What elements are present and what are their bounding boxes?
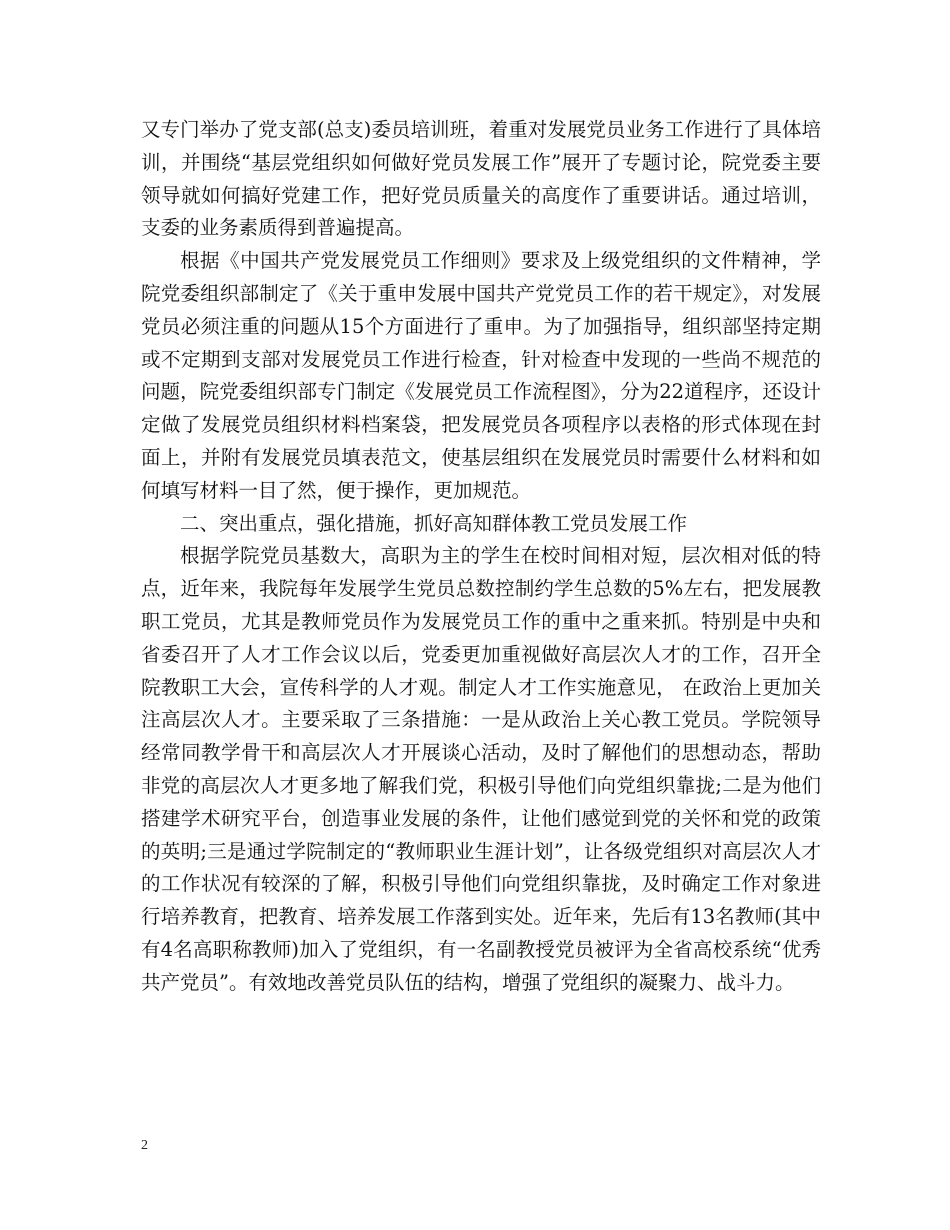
- paragraph-1: 又专门举办了党支部(总支)委员培训班，着重对发展党员业务工作进行了具体培训，并围绕“基层党组织如何做好党员发展工作”展开了专题讨论，院党委主要领导就如何搞好党建工作，把好党员质量关的高度作了重要讲话。通过培训，支委的业务素质得到普遍提高。: [141, 118, 821, 240]
- section-heading: 二、突出重点，强化措施，抓好高知群体教工党员发展工作: [180, 511, 688, 535]
- document-body: [141, 114, 821, 1000]
- paragraph-3: 根据学院党员基数大，高职为主的学生在校时间相对短，层次相对低的特点，近年来，我院每年发展学生党员总数控制约学生总数的5%左右，把发展教职工党员，尤其是教师党员作为发展党员工作的重中之重来抓。特别是中央和省委召开了人才工作会议以后，党委更加重视做好高层次人才的工作，召开全院教职工大会，宣传科学的人才观。制定人才工作实施意见， 在政治上更加关注高层次人才。主要采取了三条措施：一是从政治上关心教工党员。学院领导经常同教学骨干和高层次人才开展谈心活动，及时了解他们的思想动态，帮助非党的高层次人才更多地了解我们党，积极引导他们向党组织靠拢;二是为他们搭建学术研究平台，创造事业发展的条件，让他们感觉到党的关怀和党的政策的英明;三是通过学院制定的“教师职业生涯计划”，让各级党组织对高层次人才的工作状况有较深的了解，积极引导他们向党组织靠拢，及时确定工作对象进行培养教育，把教育、培养发展工作落到实处。近年来，先后有13名教师(其中有4名高职称教师)加入了党组织，有一名副教授党员被评为全省高校系统“优秀共产党员”。有效地改善党员队伍的结构，增强了党组织的凝聚力、战斗力。: [141, 544, 821, 994]
- page-number: 2: [141, 1138, 148, 1153]
- paragraph-2: 根据《中国共产党发展党员工作细则》要求及上级党组织的文件精神，学院党委组织部制定了《关于重申发展中国共产党党员工作的若干规定》，对发展党员必须注重的问题从15个方面进行了重申。为了加强指导，组织部坚持定期或不定期到支部对发展党员工作进行检查，针对检查中发现的一些尚不规范的问题，院党委组织部专门制定《发展党员工作流程图》，分为22道程序，还设计定做了发展党员组织材料档案袋，把发展党员各项程序以表格的形式体现在封面上，并附有发展党员填表范文，使基层组织在发展党员时需要什么材料和如何填写材料一目了然，便于操作，更加规范。: [141, 249, 821, 502]
